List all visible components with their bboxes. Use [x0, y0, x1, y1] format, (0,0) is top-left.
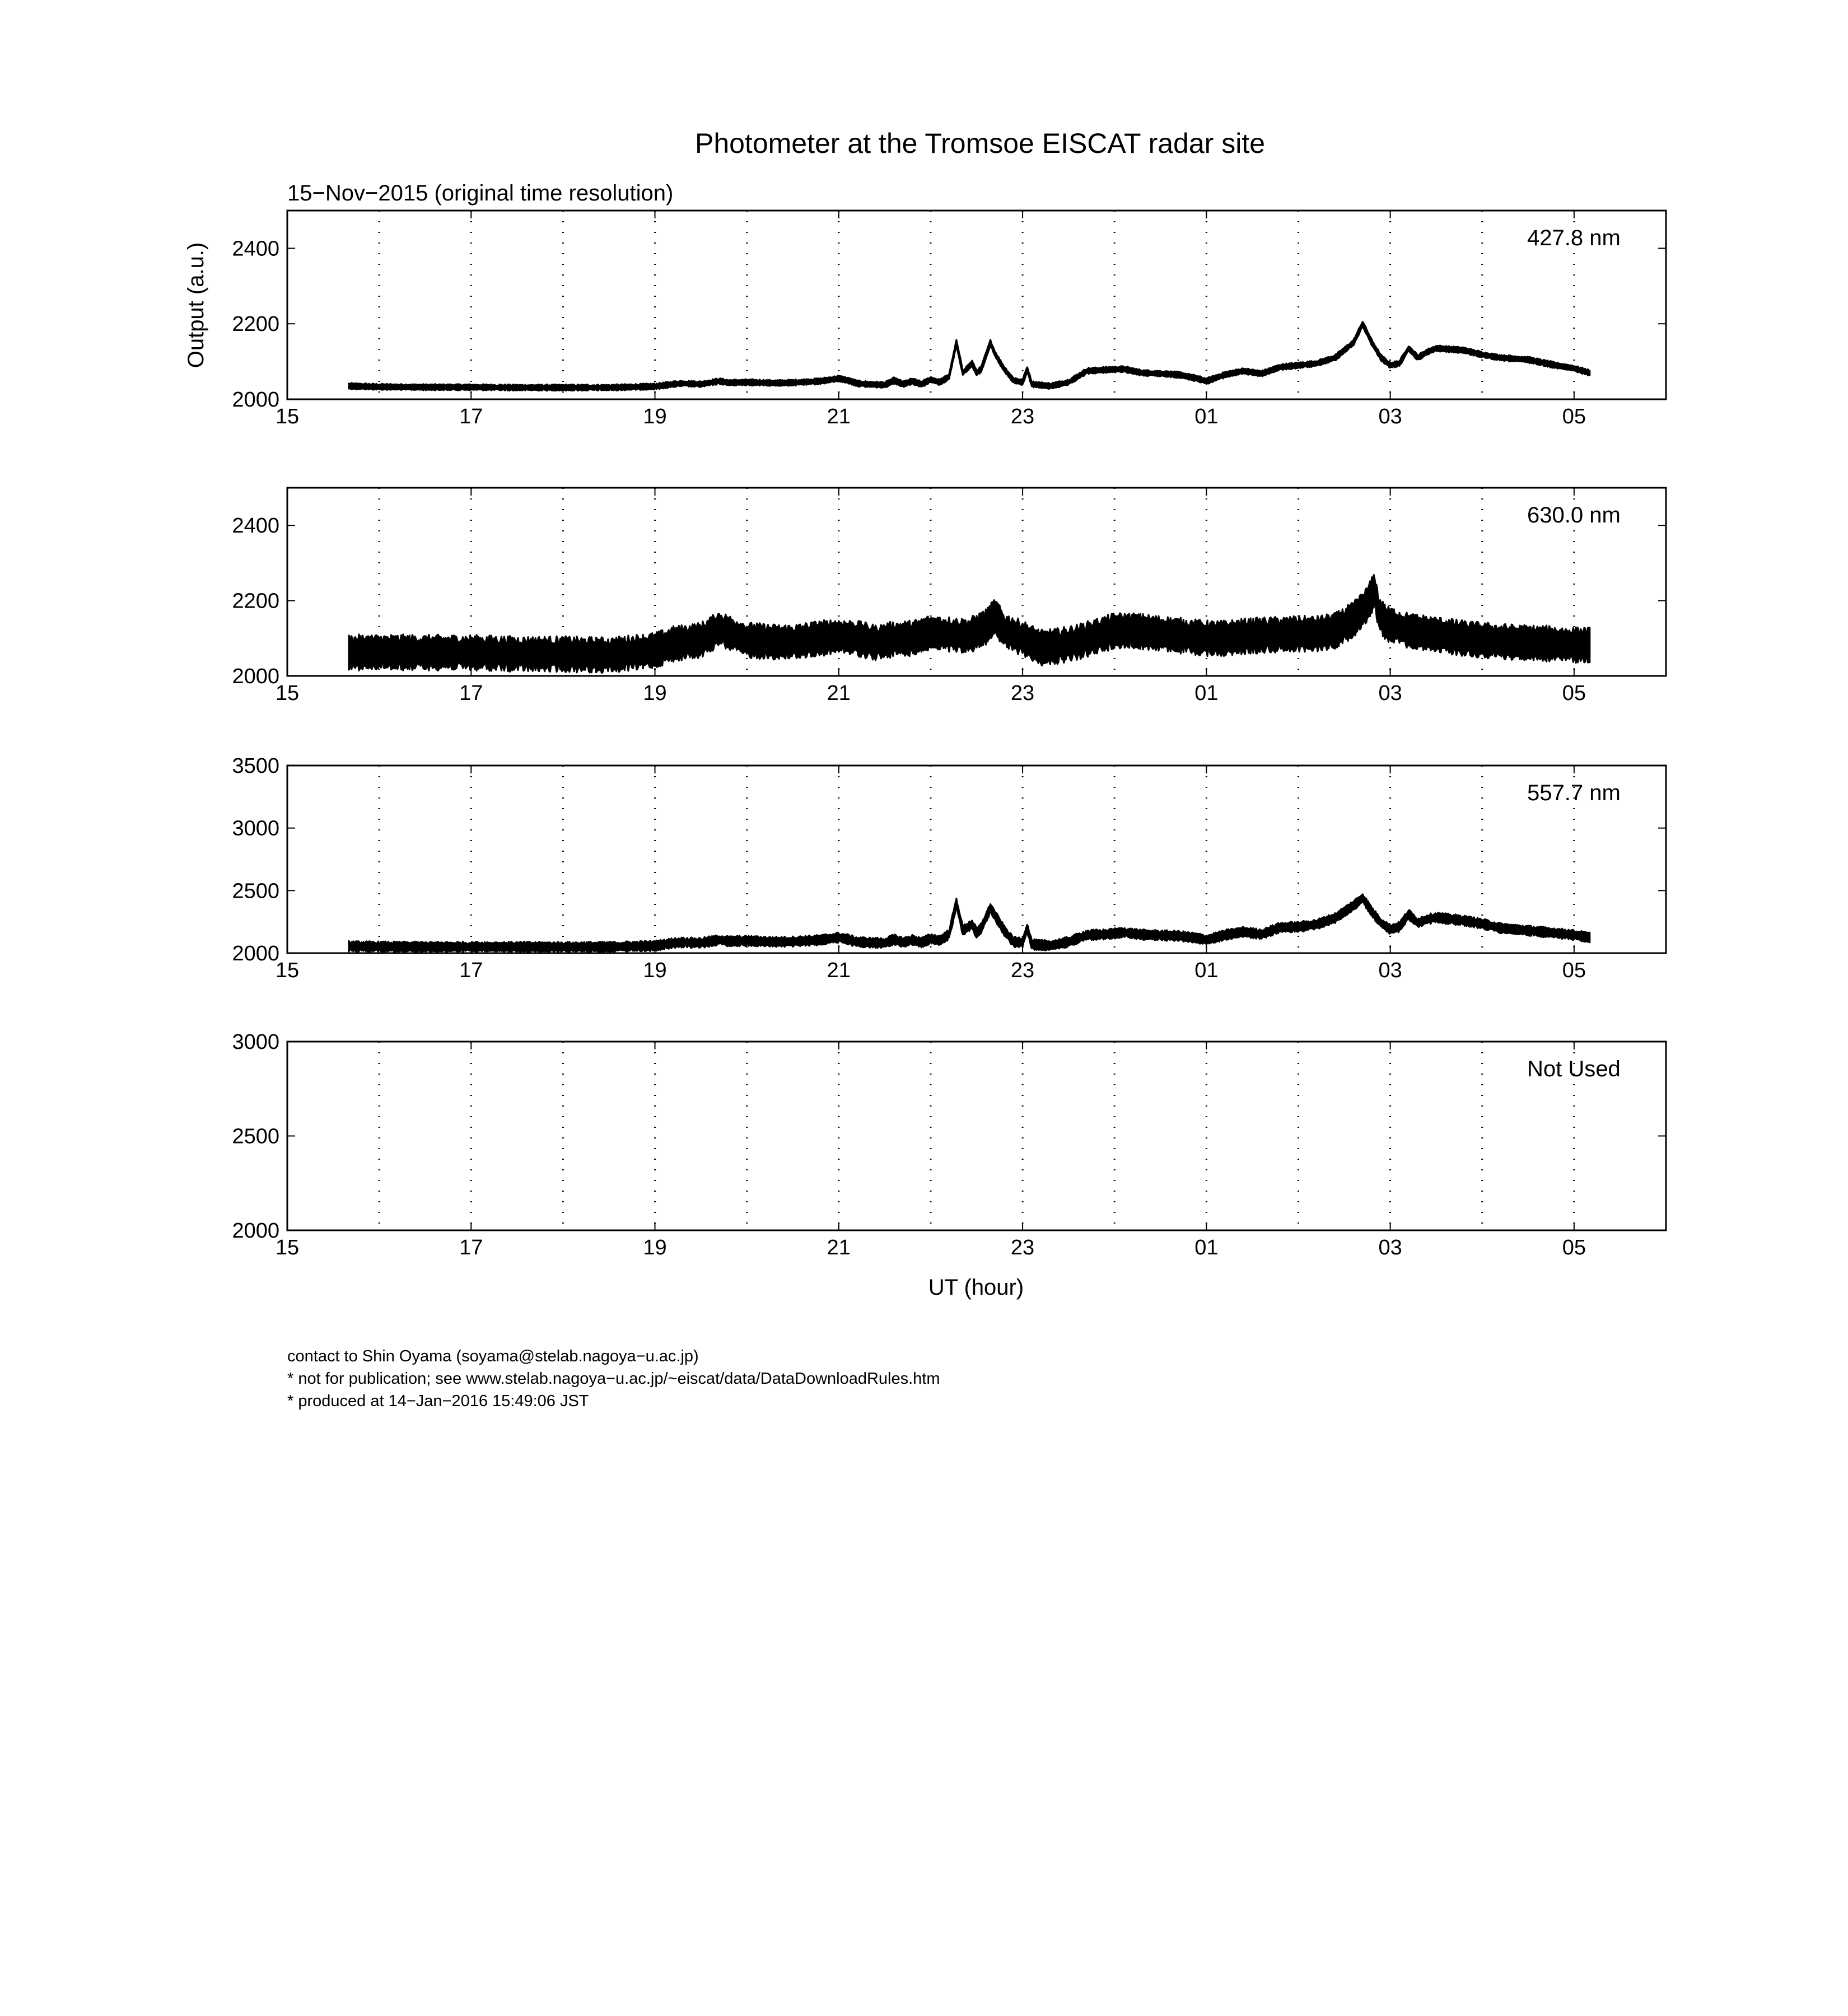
x-tick-label: 23 — [1010, 1236, 1035, 1259]
y-tick-label: 2500 — [232, 1124, 279, 1149]
footer — [287, 1345, 940, 1412]
panel-4 — [232, 1030, 1666, 1259]
y-tick-label: 2400 — [232, 237, 279, 261]
footer-contact: contact to Shin Oyama (soyama@stelab.nagoya−u.ac.jp) — [287, 1347, 699, 1365]
series-trace — [349, 322, 1590, 391]
x-tick-label: 05 — [1562, 1236, 1586, 1259]
x-tick-label: 15 — [275, 1236, 300, 1259]
y-tick-label: 2000 — [232, 388, 279, 412]
panel-2 — [232, 488, 1666, 705]
x-tick-label: 15 — [275, 959, 300, 982]
x-tick-label: 03 — [1378, 682, 1402, 705]
x-tick-label: 03 — [1378, 1236, 1402, 1259]
x-tick-label: 17 — [459, 959, 483, 982]
x-tick-label: 01 — [1194, 1236, 1219, 1259]
chart-title: Photometer at the Tromsoe EISCAT radar site — [694, 128, 1266, 159]
y-tick-label: 2500 — [232, 879, 279, 903]
y-tick-label: 2000 — [232, 665, 279, 688]
y-tick-label: 2000 — [232, 942, 279, 965]
y-tick-label: 2400 — [232, 514, 279, 538]
panel-wavelength-label: Not Used — [1527, 1057, 1621, 1081]
x-tick-label: 03 — [1378, 959, 1402, 982]
y-tick-label: 3500 — [232, 754, 279, 778]
x-tick-label: 21 — [827, 682, 851, 705]
x-tick-label: 17 — [459, 405, 483, 428]
x-tick-label: 19 — [643, 959, 667, 982]
x-tick-label: 01 — [1194, 682, 1219, 705]
x-tick-label: 19 — [643, 405, 667, 428]
panel-3 — [232, 754, 1666, 982]
y-tick-label: 2000 — [232, 1219, 279, 1243]
y-tick-label: 2200 — [232, 312, 279, 337]
panel-wavelength-label: 427.8 nm — [1527, 226, 1621, 250]
footer-produced-note: * produced at 14−Jan−2016 15:49:06 JST — [287, 1392, 589, 1410]
panel-wavelength-label: 557.7 nm — [1527, 781, 1621, 805]
y-axis-label: Output (a.u.) — [184, 242, 208, 368]
x-tick-label: 21 — [827, 959, 851, 982]
x-tick-label: 05 — [1562, 682, 1586, 705]
panels — [232, 211, 1666, 1259]
x-tick-label: 15 — [275, 682, 300, 705]
x-axis-label: UT (hour) — [928, 1275, 1024, 1300]
x-tick-label: 15 — [275, 405, 300, 428]
panel-1 — [232, 211, 1666, 428]
x-tick-label: 23 — [1010, 959, 1035, 982]
x-tick-label: 03 — [1378, 405, 1402, 428]
x-tick-label: 23 — [1010, 405, 1035, 428]
series-trace — [349, 894, 1590, 953]
x-tick-label: 01 — [1194, 959, 1219, 982]
y-tick-label: 3000 — [232, 816, 279, 841]
x-tick-label: 05 — [1562, 405, 1586, 428]
axes-frame — [287, 1042, 1666, 1230]
x-tick-label: 23 — [1010, 682, 1035, 705]
x-tick-label: 19 — [643, 682, 667, 705]
series-trace — [349, 575, 1590, 673]
x-tick-label: 19 — [643, 1236, 667, 1259]
y-tick-label: 2200 — [232, 589, 279, 613]
x-tick-label: 17 — [459, 1236, 483, 1259]
x-tick-label: 17 — [459, 682, 483, 705]
footer-publication-note: * not for publication; see www.stelab.nagoya−u.ac.jp/~eiscat/data/DataDownloadRules.htm — [287, 1370, 940, 1388]
panel-wavelength-label: 630.0 nm — [1527, 503, 1621, 528]
x-tick-label: 05 — [1562, 959, 1586, 982]
x-tick-label: 21 — [827, 1236, 851, 1259]
y-tick-label: 3000 — [232, 1030, 279, 1054]
chart-subtitle: 15−Nov−2015 (original time resolution) — [287, 181, 674, 206]
x-tick-label: 01 — [1194, 405, 1219, 428]
x-tick-label: 21 — [827, 405, 851, 428]
